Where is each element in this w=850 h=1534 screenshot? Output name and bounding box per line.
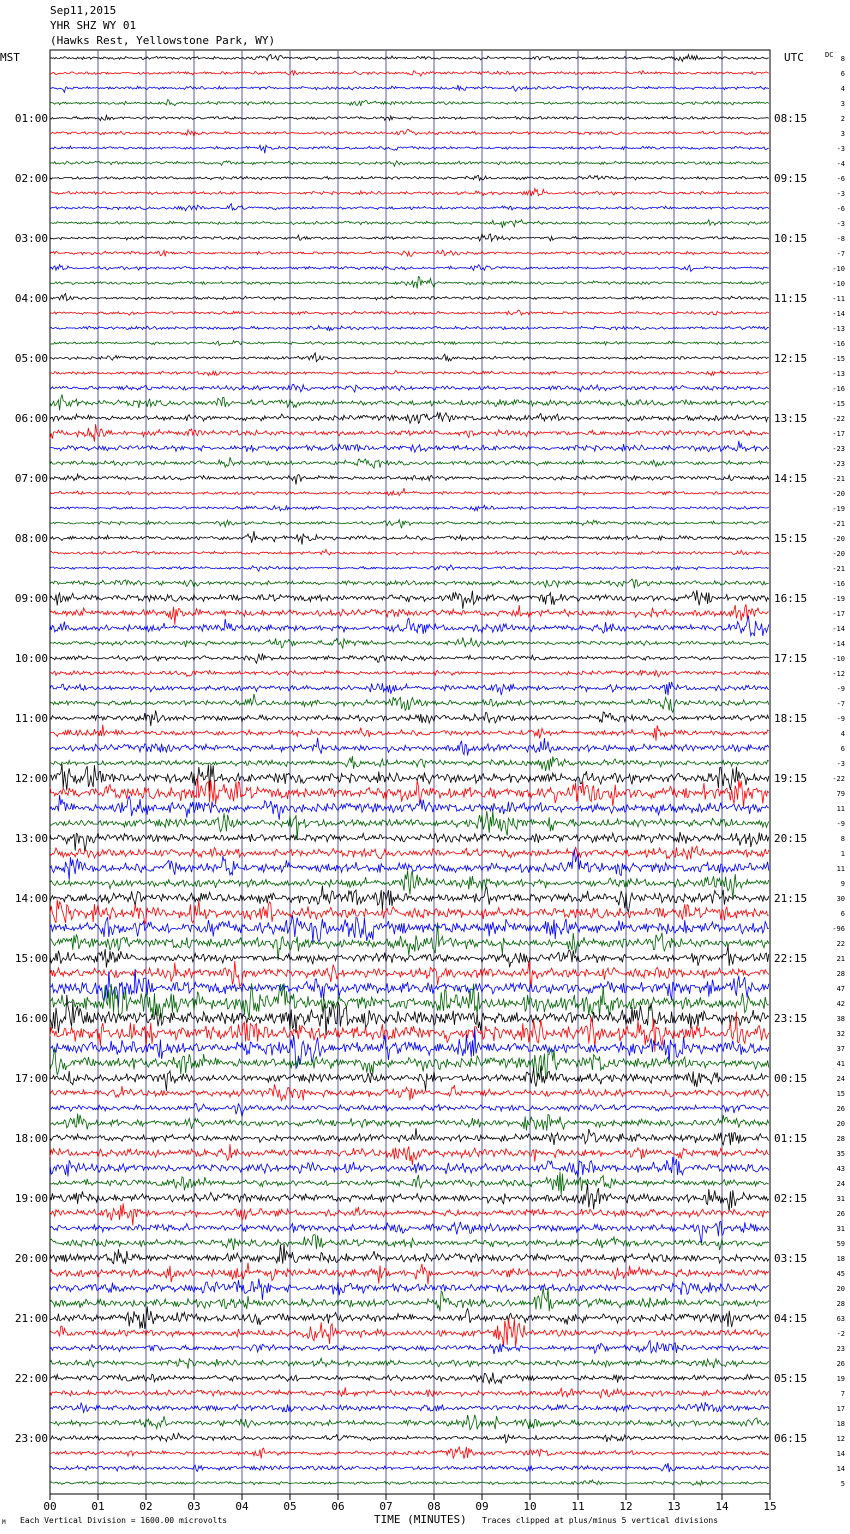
utc-hour-label: 00:15 <box>774 1072 808 1085</box>
x-tick-label: 08 <box>427 1500 441 1513</box>
dc-offset-label: -10 <box>832 280 845 288</box>
dc-offset-label: 31 <box>836 1225 845 1233</box>
x-axis-title: TIME (MINUTES) <box>374 1513 467 1526</box>
dc-offset-label: -96 <box>832 925 845 933</box>
utc-hour-label: 15:15 <box>774 532 808 545</box>
dc-offset-label: -20 <box>832 490 845 498</box>
x-tick-label: 01 <box>91 1500 105 1513</box>
seismic-trace <box>50 441 769 453</box>
dc-offset-label: 45 <box>836 1270 845 1278</box>
utc-hour-label: 16:15 <box>774 592 808 605</box>
x-tick-label: 09 <box>475 1500 489 1513</box>
seismic-trace <box>50 1066 769 1091</box>
seismic-trace <box>50 1144 769 1165</box>
dc-offset-label: -14 <box>832 640 845 648</box>
mst-hour-label: 15:00 <box>14 952 48 965</box>
mst-hour-label: 03:00 <box>14 232 48 245</box>
dc-offset-label: -10 <box>832 265 845 273</box>
right-zone-label: UTC <box>784 51 804 64</box>
seismic-trace <box>50 1463 769 1472</box>
seismic-trace <box>50 1341 769 1355</box>
utc-hour-label: 01:15 <box>774 1132 808 1145</box>
dc-offset-label: -10 <box>832 655 845 663</box>
seismic-trace <box>50 204 769 211</box>
seismic-trace <box>50 1221 769 1243</box>
dc-offset-label: 38 <box>836 1015 845 1023</box>
footer-clip-note: Traces clipped at plus/minus 5 vertical divisions <box>482 1516 719 1525</box>
dc-offset-label: -20 <box>832 535 845 543</box>
seismic-trace <box>50 710 769 726</box>
utc-hour-label: 13:15 <box>774 412 808 425</box>
dc-offset-label: 8 <box>840 55 845 63</box>
dc-offset-label: 1 <box>840 850 845 858</box>
seismic-trace <box>50 756 769 771</box>
seismic-trace <box>50 1306 769 1329</box>
dc-offset-label: 4 <box>840 85 845 93</box>
x-tick-label: 10 <box>523 1500 537 1513</box>
seismic-trace <box>50 370 769 375</box>
dc-offset-label: 23 <box>836 1345 845 1353</box>
x-tick-label: 12 <box>619 1500 633 1513</box>
seismic-trace <box>50 1279 769 1301</box>
seismic-trace <box>50 395 769 411</box>
x-tick-label: 00 <box>43 1500 57 1513</box>
mst-hour-label: 21:00 <box>14 1312 48 1325</box>
dc-offset-label: -3 <box>836 145 845 153</box>
dc-offset-label: -3 <box>836 760 845 768</box>
seismic-trace <box>50 653 769 663</box>
dc-offset-label: -11 <box>832 295 845 303</box>
dc-offset-label: -3 <box>836 190 845 198</box>
header-date: Sep11,2015 <box>50 4 117 17</box>
mst-hour-label: 14:00 <box>14 892 48 905</box>
seismic-trace <box>50 145 769 153</box>
seismic-trace <box>50 725 769 741</box>
dc-offset-label: -15 <box>832 400 845 408</box>
seismic-trace <box>50 738 769 756</box>
seismic-trace <box>50 776 769 808</box>
dc-offset-label: -19 <box>832 595 845 603</box>
seismic-trace <box>50 1235 769 1250</box>
utc-hour-label: 19:15 <box>774 772 808 785</box>
seismic-trace <box>50 832 769 852</box>
seismic-trace <box>50 1084 769 1100</box>
x-tick-label: 07 <box>379 1500 393 1513</box>
dc-offset-label: 24 <box>836 1180 845 1188</box>
x-tick-label: 11 <box>571 1500 585 1513</box>
seismic-trace <box>50 1402 769 1412</box>
dc-label: DC <box>825 51 834 59</box>
seismic-trace <box>50 188 769 196</box>
dc-offset-label: 37 <box>836 1045 845 1053</box>
seismic-trace <box>50 384 769 392</box>
seismic-trace <box>50 325 769 330</box>
dc-offset-label: 2 <box>840 115 845 123</box>
dc-offset-label: -9 <box>836 685 845 693</box>
seismic-trace <box>50 353 769 362</box>
seismic-trace <box>50 520 769 529</box>
utc-hour-label: 05:15 <box>774 1372 808 1385</box>
dc-offset-label: 28 <box>836 1300 845 1308</box>
seismic-trace <box>50 424 769 442</box>
mst-hour-label: 08:00 <box>14 532 48 545</box>
dc-offset-label: 43 <box>836 1165 845 1173</box>
dc-offset-label: -15 <box>832 355 845 363</box>
utc-hour-label: 17:15 <box>774 652 808 665</box>
seismic-trace <box>50 850 769 880</box>
dc-offset-label: 26 <box>836 1105 845 1113</box>
dc-offset-label: -4 <box>836 160 845 168</box>
dc-offset-label: 47 <box>836 985 845 993</box>
seismic-trace <box>50 1157 769 1178</box>
dc-offset-label: 6 <box>840 70 845 78</box>
dc-offset-label: 12 <box>836 1435 845 1443</box>
seismic-trace <box>50 694 769 712</box>
utc-hour-label: 04:15 <box>774 1312 808 1325</box>
dc-offset-label: 42 <box>836 1000 845 1008</box>
seismic-trace <box>50 1184 769 1212</box>
utc-hour-label: 21:15 <box>774 892 808 905</box>
seismic-trace <box>50 1358 769 1369</box>
utc-hour-label: 20:15 <box>774 832 808 845</box>
x-tick-label: 06 <box>331 1500 345 1513</box>
dc-offset-label: 63 <box>836 1315 845 1323</box>
mst-hour-label: 22:00 <box>14 1372 48 1385</box>
dc-offset-label: -7 <box>836 700 845 708</box>
dc-offset-label: -12 <box>832 670 845 678</box>
seismic-trace <box>50 265 769 272</box>
seismic-trace <box>50 412 769 423</box>
dc-offset-label: 30 <box>836 895 845 903</box>
dc-offset-label: -23 <box>832 460 845 468</box>
mst-hour-label: 19:00 <box>14 1192 48 1205</box>
seismic-trace <box>50 457 769 468</box>
mst-hour-label: 16:00 <box>14 1012 48 1025</box>
utc-hour-label: 22:15 <box>774 952 808 965</box>
seismic-trace <box>50 488 769 496</box>
dc-offset-label: 18 <box>836 1420 845 1428</box>
dc-offset-label: 28 <box>836 1135 845 1143</box>
dc-offset-label: -21 <box>832 520 845 528</box>
dc-offset-label: -23 <box>832 445 845 453</box>
utc-hour-label: 03:15 <box>774 1252 808 1265</box>
seismic-trace <box>50 1203 769 1225</box>
mst-hour-label: 11:00 <box>14 712 48 725</box>
dc-offset-label: 32 <box>836 1030 845 1038</box>
mst-hour-label: 20:00 <box>14 1252 48 1265</box>
seismic-trace <box>50 55 769 62</box>
dc-offset-label: 5 <box>840 1480 845 1488</box>
seismic-trace <box>50 1104 769 1117</box>
mst-hour-label: 06:00 <box>14 412 48 425</box>
dc-offset-label: 3 <box>840 130 845 138</box>
dc-offset-label: 59 <box>836 1240 845 1248</box>
seismic-trace <box>50 71 769 77</box>
seismic-trace <box>50 505 769 511</box>
dc-offset-label: 79 <box>836 790 845 798</box>
seismic-trace <box>50 1447 769 1459</box>
dc-offset-label: -17 <box>832 430 845 438</box>
seismic-trace <box>50 474 769 485</box>
seismic-trace <box>50 590 769 609</box>
seismic-trace <box>50 616 769 637</box>
dc-offset-label: -6 <box>836 205 845 213</box>
dc-offset-label: -21 <box>832 475 845 483</box>
seismic-trace <box>50 115 769 120</box>
dc-offset-label: 11 <box>836 805 845 813</box>
dc-offset-label: 17 <box>836 1405 845 1413</box>
header-location: (Hawks Rest, Yellowstone Park, WY) <box>50 34 276 47</box>
dc-offset-label: -14 <box>832 625 845 633</box>
dc-offset-label: -13 <box>832 325 845 333</box>
dc-offset-label: 14 <box>836 1450 845 1458</box>
seismic-trace <box>50 1114 769 1131</box>
seismic-trace <box>50 294 769 301</box>
footer-scale-note: Each Vertical Division = 1600.00 microvolts <box>20 1516 228 1525</box>
dc-offset-label: -6 <box>836 175 845 183</box>
dc-offset-label: 6 <box>840 910 845 918</box>
dc-offset-label: 3 <box>840 100 845 108</box>
seismic-trace <box>50 277 769 289</box>
seismic-trace <box>50 234 769 241</box>
mst-hour-label: 07:00 <box>14 472 48 485</box>
dc-offset-label: 18 <box>836 1255 845 1263</box>
utc-hour-label: 02:15 <box>774 1192 808 1205</box>
seismic-trace <box>50 811 769 839</box>
dc-offset-label: 28 <box>836 970 845 978</box>
utc-hour-label: 14:15 <box>774 472 808 485</box>
dc-offset-label: 24 <box>836 1075 845 1083</box>
dc-offset-label: 15 <box>836 1090 845 1098</box>
left-zone-label: MST <box>0 51 20 64</box>
dc-offset-label: 35 <box>836 1150 845 1158</box>
dc-offset-label: 7 <box>840 1390 845 1398</box>
seismic-trace <box>50 85 769 92</box>
mst-hour-label: 04:00 <box>14 292 48 305</box>
dc-offset-label: 26 <box>836 1360 845 1368</box>
x-tick-label: 04 <box>235 1500 249 1513</box>
dc-offset-label: 31 <box>836 1195 845 1203</box>
utc-hour-label: 12:15 <box>774 352 808 365</box>
seismic-trace <box>50 1318 769 1347</box>
dc-offset-label: -7 <box>836 250 845 258</box>
dc-offset-label: 6 <box>840 745 845 753</box>
dc-offset-label: 26 <box>836 1210 845 1218</box>
x-tick-label: 13 <box>667 1500 681 1513</box>
utc-hour-label: 08:15 <box>774 112 808 125</box>
mst-hour-label: 12:00 <box>14 772 48 785</box>
seismic-trace <box>50 871 769 898</box>
utc-hour-label: 09:15 <box>774 172 808 185</box>
dc-offset-label: -20 <box>832 550 845 558</box>
seismic-trace <box>50 795 769 820</box>
dc-offset-label: 20 <box>836 1120 845 1128</box>
dc-offset-label: -16 <box>832 340 845 348</box>
seismic-trace <box>50 1244 769 1264</box>
dc-offset-label: -17 <box>832 610 845 618</box>
mst-hour-label: 02:00 <box>14 172 48 185</box>
seismic-trace <box>50 682 769 695</box>
dc-offset-label: 41 <box>836 1060 845 1068</box>
seismic-trace <box>50 220 769 228</box>
mst-hour-label: 10:00 <box>14 652 48 665</box>
dc-offset-label: 4 <box>840 730 845 738</box>
seismic-trace <box>50 1480 769 1485</box>
seismic-trace <box>50 1373 769 1384</box>
dc-offset-label: -14 <box>832 310 845 318</box>
seismic-trace <box>50 310 769 315</box>
x-tick-label: 15 <box>763 1500 777 1513</box>
dc-offset-label: -19 <box>832 505 845 513</box>
seismic-trace <box>50 637 769 648</box>
mst-hour-label: 23:00 <box>14 1432 48 1445</box>
seismic-trace <box>50 1415 769 1430</box>
mst-hour-label: 01:00 <box>14 112 48 125</box>
mst-hour-label: 13:00 <box>14 832 48 845</box>
mst-hour-label: 09:00 <box>14 592 48 605</box>
dc-offset-label: -9 <box>836 820 845 828</box>
seismic-trace <box>50 176 769 181</box>
seismic-trace <box>50 961 769 988</box>
seismic-trace <box>50 1263 769 1285</box>
utc-hour-label: 18:15 <box>774 712 808 725</box>
seismic-trace <box>50 565 769 571</box>
seismic-trace <box>50 900 769 925</box>
dc-offset-label: -16 <box>832 385 845 393</box>
seismic-trace <box>50 764 769 792</box>
mst-hour-label: 18:00 <box>14 1132 48 1145</box>
seismic-trace <box>50 1288 769 1312</box>
utc-hour-label: 23:15 <box>774 1012 808 1025</box>
dc-offset-label: 20 <box>836 1285 845 1293</box>
dc-offset-label: -2 <box>836 1330 845 1338</box>
x-tick-label: 14 <box>715 1500 729 1513</box>
mst-hour-label: 05:00 <box>14 352 48 365</box>
dc-offset-label: 9 <box>840 880 845 888</box>
utc-hour-label: 06:15 <box>774 1432 808 1445</box>
utc-hour-label: 10:15 <box>774 232 808 245</box>
seismic-trace <box>50 915 769 942</box>
dc-offset-label: 11 <box>836 865 845 873</box>
dc-offset-label: 14 <box>836 1465 845 1473</box>
seismic-trace <box>50 1387 769 1398</box>
x-tick-label: 02 <box>139 1500 153 1513</box>
seismic-trace <box>50 1172 769 1195</box>
seismic-trace <box>50 531 769 545</box>
seismic-trace <box>50 1128 769 1145</box>
dc-offset-label: -8 <box>836 235 845 243</box>
header-station: YHR SHZ WY 01 <box>50 19 137 32</box>
dc-offset-label: -21 <box>832 565 845 573</box>
dc-offset-label: -13 <box>832 370 845 378</box>
dc-offset-label: 19 <box>836 1375 845 1383</box>
seismic-trace <box>50 250 769 256</box>
seismic-trace <box>50 983 769 1018</box>
mst-hour-label: 17:00 <box>14 1072 48 1085</box>
seismic-trace <box>50 100 769 106</box>
dc-offset-label: -22 <box>832 775 845 783</box>
utc-hour-label: 11:15 <box>774 292 808 305</box>
dc-offset-label: -3 <box>836 220 845 228</box>
dc-offset-label: -22 <box>832 415 845 423</box>
seismic-trace <box>50 549 769 555</box>
seismic-trace <box>50 846 769 860</box>
dc-offset-label: -9 <box>836 715 845 723</box>
seismic-trace <box>50 670 769 676</box>
dc-offset-label: 21 <box>836 955 845 963</box>
seismic-trace <box>50 1433 769 1443</box>
seismic-trace <box>50 161 769 167</box>
seismic-trace <box>50 579 769 588</box>
dc-offset-label: 8 <box>840 835 845 843</box>
logo-mark: M <box>2 1519 6 1526</box>
x-tick-label: 03 <box>187 1500 201 1513</box>
x-tick-label: 05 <box>283 1500 297 1513</box>
seismic-trace <box>50 341 769 346</box>
dc-offset-label: 22 <box>836 940 845 948</box>
seismic-trace <box>50 129 769 136</box>
dc-offset-label: -16 <box>832 580 845 588</box>
